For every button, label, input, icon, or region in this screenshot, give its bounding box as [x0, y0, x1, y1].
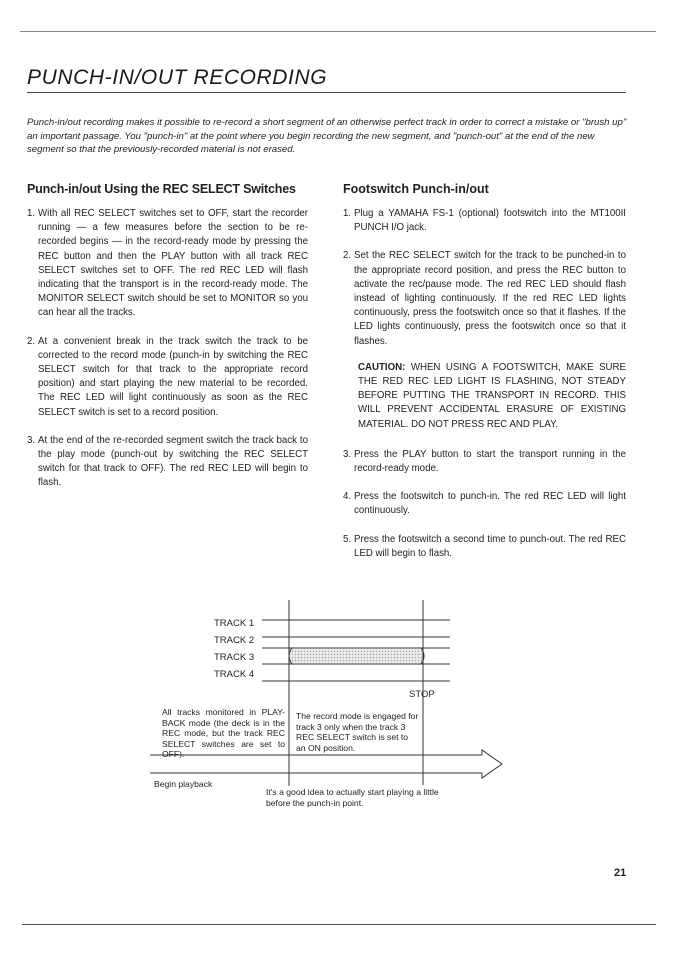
- step-number: 2.: [343, 250, 352, 262]
- step-number: 1.: [27, 208, 36, 219]
- step-text: Press the footswitch a second time to punch-out. The red REC LED will begin to flash.: [354, 533, 626, 559]
- right-step-4: [343, 490, 626, 518]
- intro-paragraph: Punch-in/out recording makes it possible to re-record a short segment of an otherwise perfect track in order to correct a mistake or "brush up" an important passage. You "punch-in" at the point where you begin recording the new segment, and "punch-out" at the end of the new segment so that the previously-recorded material is not erased.: [27, 117, 627, 156]
- step-text: At a convenient break in the track switch the track to be corrected to the record mode (punch-in by switching the REC SELECT switch for that track to the appropriate record position) and start playing the new material to be recorded. The REC LED will light continuously as soon as the REC SELECT switch is set to a record position.: [38, 335, 308, 418]
- all-tracks-note: All tracks monitored in PLAY-BACK mode (the deck is in the REC mode, but the track REC SELECT switches are set to OFF).: [162, 707, 285, 759]
- track-3-recorded-segment: [289, 649, 423, 663]
- diagram-graphic: [0, 590, 675, 820]
- step-text: Plug a YAMAHA FS-1 (optional) footswitch into the MT100II PUNCH I/O jack.: [354, 208, 626, 234]
- track-2-label: TRACK 2: [214, 635, 255, 646]
- begin-playback-label: Begin playback: [154, 779, 213, 789]
- step-number: 2.: [27, 335, 36, 347]
- right-step-2: [343, 249, 626, 348]
- stop-label: STOP: [409, 689, 435, 700]
- good-idea-note: It's a good idea to actually start playing a little before the punch-in point.: [266, 787, 439, 808]
- punch-in-diagram: [0, 590, 675, 820]
- step-text: At the end of the re-recorded segment switch the track back to the play mode (punch-out by switching the REC SELECT switch for that track to OFF). The red REC LED will begin to flash.: [38, 434, 308, 489]
- bottom-rule: [22, 924, 656, 925]
- record-mode-note: The record mode is engaged for track 3 only when the track 3 REC SELECT switch is set to an ON position.: [296, 711, 419, 753]
- step-text: Press the PLAY button to start the transport running in the record-ready mode.: [354, 448, 626, 475]
- step-text: With all REC SELECT switches set to OFF, start the recorder running — a few measures before the section to be re-recorded begins — in the record-ready mode by pressing the REC button and then the PLAY button with all track REC SELECT switches set to OFF. The red REC LED will flash indicating that the transport is in the record-ready mode. The MONITOR SELECT switch should be set to MONITOR so you can hear all the tracks.: [38, 208, 308, 319]
- step-number: 1.: [343, 208, 352, 219]
- right-step-3: [343, 448, 626, 476]
- track-1-label: TRACK 1: [214, 618, 255, 629]
- title-underline: [27, 92, 626, 93]
- track-4-label: TRACK 4: [214, 669, 255, 680]
- page-title: PUNCH-IN/OUT RECORDING: [27, 66, 328, 89]
- right-steps-list-b: [343, 448, 626, 561]
- top-rule: [20, 31, 656, 32]
- left-column: [27, 207, 308, 505]
- left-section-heading: Punch-in/out Using the REC SELECT Switches: [27, 182, 296, 196]
- step-number: 3.: [343, 448, 352, 460]
- left-step-2: [27, 335, 308, 420]
- right-column: [343, 207, 626, 575]
- step-text: Set the REC SELECT switch for the track to be punched-in to the appropriate record position, and press the REC button to activate the rec/pause mode. The red REC LED should flash instead of lighting continuously. If the red REC LED lights continuously, press the footswitch once so that it flashes. If the LED lights continuously, press the footswitch once so that it flashes.: [354, 250, 626, 347]
- left-step-1: [27, 207, 308, 321]
- left-steps-list: [27, 207, 308, 491]
- caution-label: CAUTION:: [358, 361, 406, 373]
- caution-text: WHEN USING A FOOTSWITCH, MAKE SURE THE RED REC LED LIGHT IS FLASHING, NOT STEADY BEFORE PUTTING THE TRANSPORT IN RECORD. THIS WILL PREVENT ACCIDENTAL ERASURE OF EXISTING MATERIAL. DO NOT PRESS REC AND PLAY.: [358, 361, 626, 430]
- step-number: 4.: [343, 491, 352, 503]
- right-section-heading: Footswitch Punch-in/out: [343, 182, 489, 196]
- step-number: 3.: [27, 434, 36, 446]
- page-number: 21: [614, 867, 627, 879]
- step-text: Press the footswitch to punch-in. The red REC LED will light continuously.: [354, 491, 626, 517]
- right-step-1: [343, 207, 626, 235]
- caution-note: [358, 361, 626, 432]
- step-number: 5.: [343, 533, 352, 545]
- left-step-3: [27, 434, 308, 491]
- right-step-5: [343, 533, 626, 561]
- track-3-label: TRACK 3: [214, 652, 255, 663]
- right-steps-list-a: [343, 207, 626, 349]
